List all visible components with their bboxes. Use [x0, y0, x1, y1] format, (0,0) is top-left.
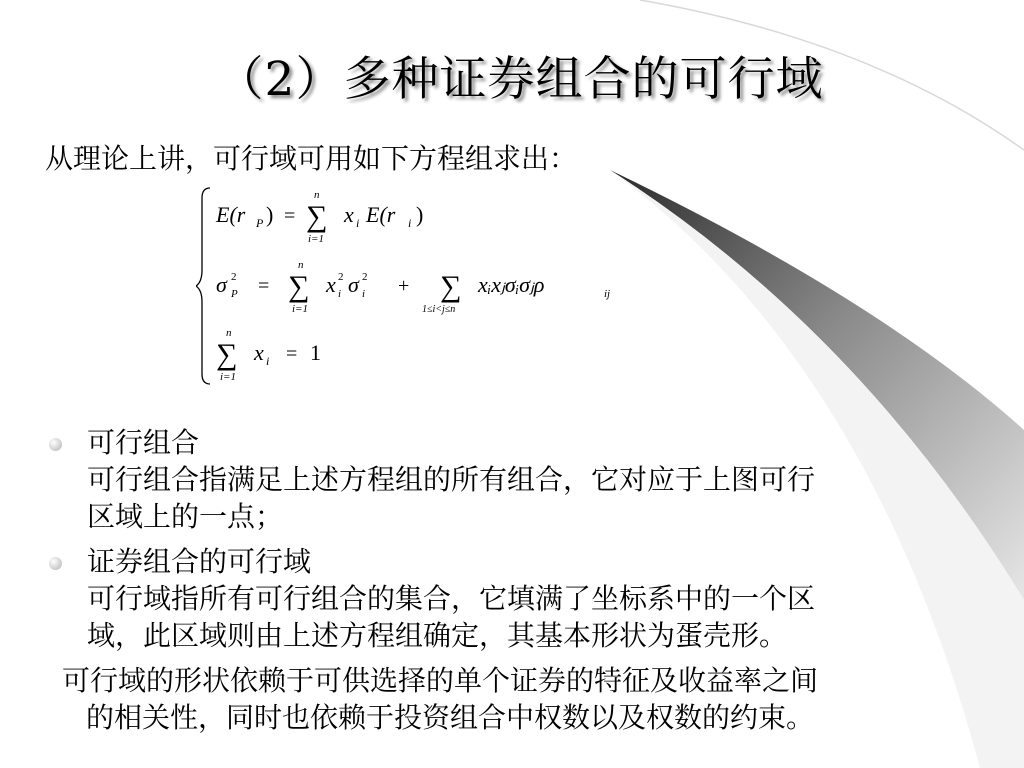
equation-3 — [216, 327, 321, 383]
eq2-x-sup: 2 — [338, 271, 344, 283]
bullet-line: 可行组合指满足上述方程组的所有组合，它对应于上图可行 — [87, 463, 816, 496]
eq3-sum-lower: i=1 — [220, 371, 236, 383]
eq1-lhs-sub: P — [256, 216, 264, 230]
eq2-lhs-sup: 2 — [231, 271, 237, 283]
bullet-feasible-portfolio — [87, 424, 815, 535]
eq2-lhs-sub: P — [231, 288, 238, 300]
eq3-rhs: 1 — [310, 340, 321, 365]
eq1-lhs: E(r — [216, 202, 246, 227]
equation-2 — [216, 259, 610, 315]
eq3-x: x — [254, 340, 264, 365]
eq1-sum-lower: i=1 — [308, 233, 324, 245]
closing-paragraph — [62, 662, 818, 736]
eq2-sum: ∑ — [288, 270, 310, 303]
slide-title: （2）多种证券组合的可行域 — [216, 52, 824, 107]
eq1-er: E(r — [366, 202, 396, 227]
eq2-sum2-lower: 1≤i<j≤n — [422, 304, 456, 315]
eq2-sum2: ∑ — [440, 270, 462, 303]
eq1-er-close: ) — [416, 202, 424, 227]
eq2-cross-term: xᵢxⱼσᵢσⱼρ — [478, 272, 545, 297]
eq2-cross-sub: ij — [604, 288, 611, 300]
eq1-x: x — [344, 202, 354, 227]
equation-system — [196, 186, 666, 386]
eq2-lhs: σ — [216, 272, 227, 297]
eq1-sum: ∑ — [306, 200, 328, 233]
eq2-sigma-i: σ — [348, 272, 359, 297]
eq3-sum-upper: n — [226, 327, 232, 339]
eq3-equals: = — [286, 343, 298, 365]
closing-line: 可行域的形状依赖于可供选择的单个证券的特征及收益率之间 — [62, 664, 819, 697]
eq3-x-sub: i — [266, 354, 270, 368]
bullet-icon — [49, 557, 62, 570]
eq2-plus: + — [398, 275, 410, 297]
eq2-sigma-i-sub: i — [362, 288, 366, 300]
closing-line: 的相关性，同时也依赖于投资组合中权数以及权数的约束。 — [86, 701, 815, 734]
eq1-er-sub: i — [408, 216, 412, 230]
eq2-sum-upper: n — [298, 259, 304, 271]
eq2-x: x — [326, 272, 336, 297]
equation-1 — [215, 189, 423, 245]
left-brace — [196, 188, 210, 384]
eq1-sum-upper: n — [314, 189, 320, 201]
eq2-sigma-i-sup: 2 — [362, 271, 368, 283]
intro-text: 从理论上讲，可行域可用如下方程组求出： — [45, 142, 578, 175]
bullet-heading: 可行组合 — [87, 426, 200, 459]
bullet-heading: 证券组合的可行域 — [87, 545, 312, 578]
bullet-line: 域，此区域则由上述方程组确定，其基本形状为蛋壳形。 — [87, 619, 788, 652]
eq3-sum: ∑ — [216, 338, 238, 371]
eq2-x-sub: i — [338, 288, 342, 300]
eq1-x-sub: i — [356, 216, 360, 230]
bullet-icon — [49, 438, 62, 451]
eq2-equals: = — [258, 275, 270, 297]
eq1-lhs-close: ) — [266, 202, 274, 227]
eq1-equals: = — [284, 205, 296, 227]
bullet-line: 区域上的一点； — [87, 500, 284, 533]
bullet-line: 可行域指所有可行组合的集合，它填满了坐标系中的一个区 — [87, 582, 816, 615]
eq2-sum-lower: i=1 — [292, 303, 308, 315]
bullet-feasible-set — [87, 543, 815, 654]
